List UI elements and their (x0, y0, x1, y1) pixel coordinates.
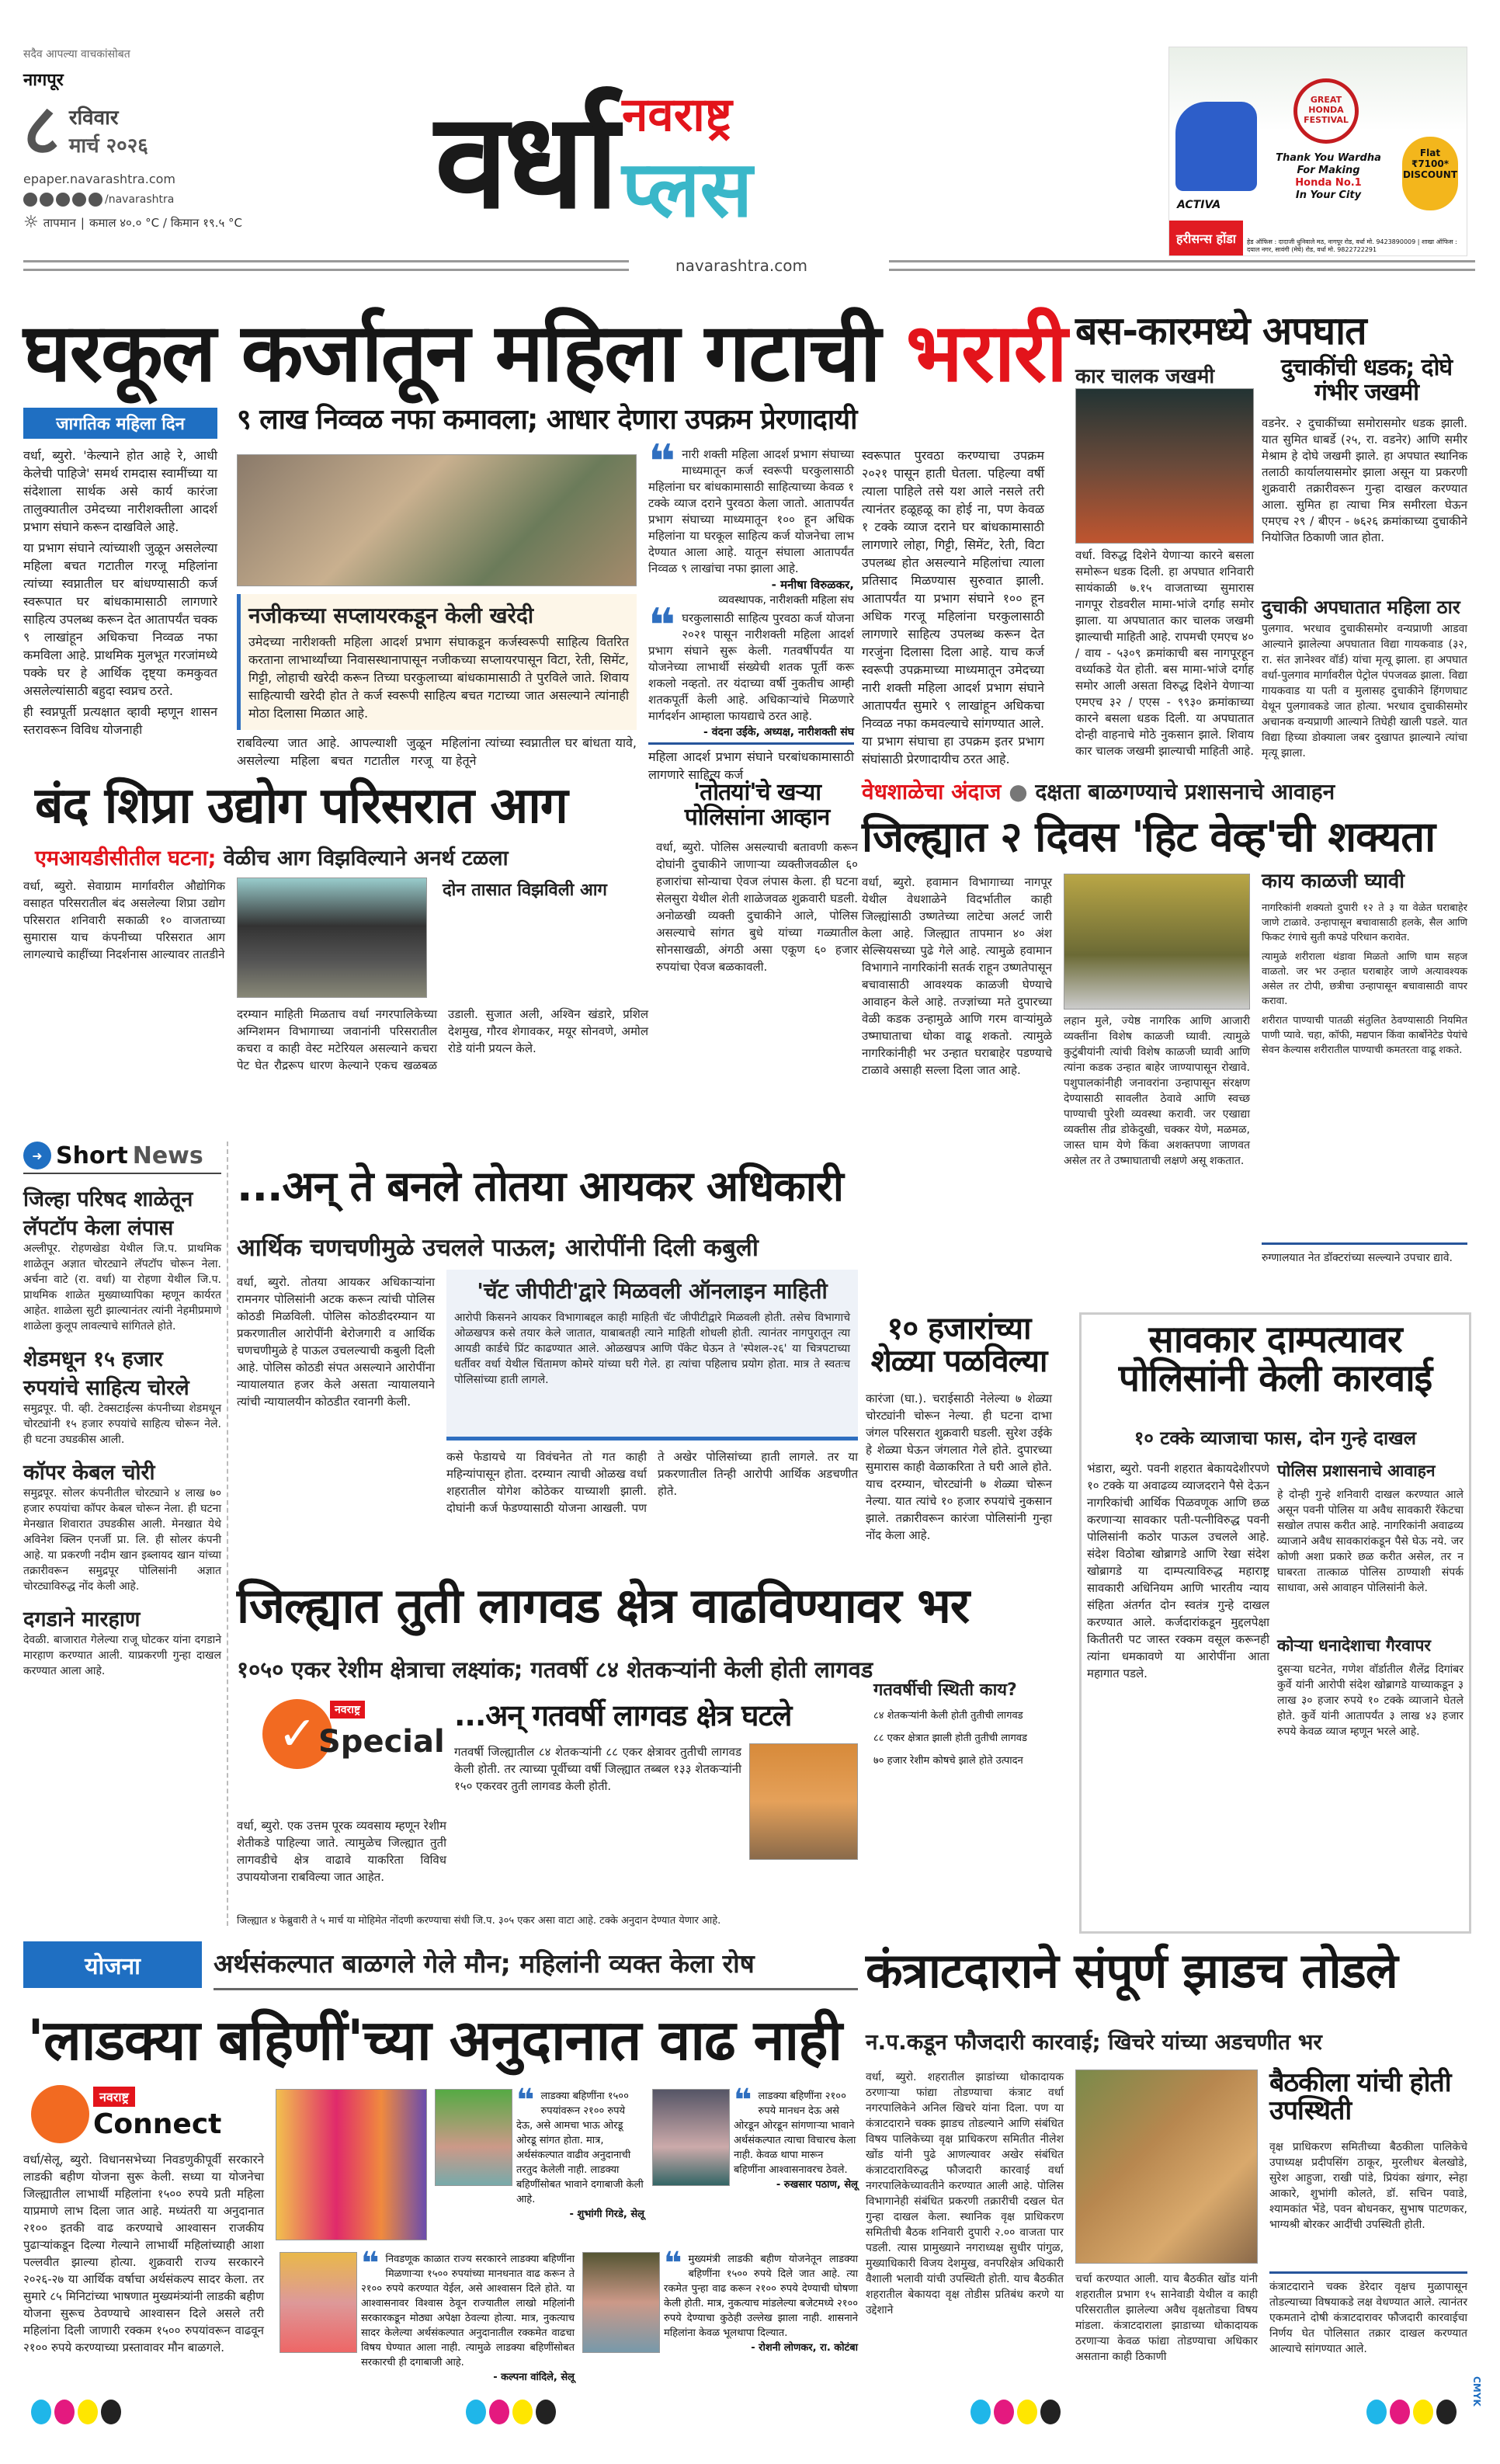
honda-ad[interactable] (1168, 47, 1467, 256)
yojana-label: योजना (23, 1941, 202, 1988)
care-title: काय काळजी घ्यावी (1262, 870, 1405, 893)
taxman-subhead: आर्थिक चणचणीमुळे उचलले पाऊल; आरोपींनी दिली कबुली (237, 1234, 759, 1262)
bullet-dot-icon: ● (1009, 779, 1028, 805)
cmyk-marks (970, 2400, 1064, 2428)
taxman-text2: कसे फेडायचे या विवंचनेत तो गत काही महिन्यांपासून होता. दरम्यान त्याची ओळख वर्धा शहरातील योगेश कोठेकर याच्याशी झाली. दोघांनी कर्ज फेडण्यासाठी योजना आखली. पण ते अखेर पोलिसांच्या हाती लागले. तर या प्रकरणातील तिन्ही आरोपी आर्थिक अडचणीत होते. (446, 1450, 858, 1515)
lead-headline (23, 305, 1066, 400)
short-news-text: समुद्रपूर. सोलर कंपनीतील चोरट्याने ४ लाख ७० हजार रुपयांचा कॉपर केबल चोरून नेला. ही घटना मेनखात शिवारात उघडकीस आली. मेनखात येथे अविनेश क्लिन एनर्जी प्रा. लि. ही सोलर कंपनी आहे. या प्रकरणी नदीम खान इब्लायद खान यांच्या तक्रारीवरून समुद्रपूर पोलिसांनी अज्ञात चोरट्याविरुद्ध नोंद केली आहे. (23, 1487, 221, 1593)
cheque-misuse-text: दुसऱ्या घटनेत, गणेश वॉर्डातील शैलेंद्र दिगांबर कुर्वे यांनी आरोपी संदेश खोब्रागडे याच्याकडून ३ लाख ३० हजार रुपये १० टक्के व्याजाने घेतले होते. कुर्वे यांनी आतापर्यंत ३ लाख ४३ हजार रुपये केवळ व्याज म्हणून भरले आहे. (1277, 1663, 1464, 1738)
paragraph: ही स्वप्नपूर्ती प्रत्यक्षात व्हावी म्हणून शासन स्तरावरून विविध योजनाही (23, 704, 217, 737)
masthead-rule-right (889, 260, 1475, 271)
heat-text: वर्धा, ब्युरो. हवामान विभागाच्या नागपूर येथील वेधशाळेने विदर्भातील काही जिल्ह्यांसाठी उष्णतेच्या लाटेचा अलर्ट जारी केला आहे. जिल्ह्यात तापमान ४० अंश सेल्सियसच्या पुढे गेले आहे. त्यामुळे हवामान विभागाने नागरिकांनी सतर्क राहून उष्णतेपासून बचावासाठी आवश्यक काळजी घेण्याचे आवाहन केले आहे. तज्ज्ञांच्या मते दुपारच्या वेळी कडक उन्हामुळे आणि गरम वाऱ्यांमुळे उष्माघाताचा धोका वाढू शकतो. त्यामुळे नागरिकांनीही भर उन्हात घराबाहेर पडण्याचे टाळावे असाही सल्ला दिला जात आहे. (862, 875, 1052, 1077)
care-list (1262, 901, 1467, 1058)
fire-smoke-photo (237, 878, 427, 998)
quote-icon: ❝ (648, 599, 676, 653)
police-appeal-head: पोलिस प्रशासनाचे आवाहन (1277, 1461, 1436, 1480)
quote-icon: ❝ (648, 435, 676, 489)
month-year: मार्च २०२६ (68, 134, 148, 158)
house-construction-photo (237, 454, 637, 586)
short-news-text: समुद्रपूर. पी. व्ही. टेक्सटाईल्स कंपनीच्या शेडमधून चोरट्यांनी १५ हजार रुपयांचे साहित्य चोरून नेले. ही घटना उघडकीस आली. (23, 1402, 221, 1446)
arrow-icon: ➜ (23, 1142, 51, 1169)
fire-col2: दरम्यान माहिती मिळताच वर्धा नगरपालिकेच्या अग्निशमन विभागाच्या जवानांनी परिसरातील कचरा व काही वेस्ट मटेरियल असल्याने कचरा पेट घेत रौद्ररूप धारण केल्याने एकच खळबळ उडाली. सुजात अली, अश्विन खंडारे, प्रशिल देशमुख, गौरव शेगावकर, मयूर सोनवणे, अमोल रोडे यांनी प्रयत्न केले. (237, 1007, 648, 1072)
quote-icon: ❝ (664, 2246, 682, 2282)
checkmark-icon: ✓ (262, 1699, 332, 1769)
mulberry-subhead2: ...अन् गतवर्षी लागवड क्षेत्र घटले (454, 1698, 792, 1732)
bike-collision-text: वडनेर. २ दुचाकींच्या समोरासमोर धडक झाली. यात सुमित धाबर्डे (२५, रा. वडनेर) आणि समीर मेश्राम हे दोघे जखमी झाले. हा अपघात स्थानिक तलाठी कार्यालयासमोर झाला असून या प्रकरणी शुक्रवारी तक्रारीवरून गुन्हा दाखल करण्यात आला. सुमित हा त्याचा मित्र समीरला घेऊन एमएच २९ / बीएन - ७६२६ क्रमांकाच्या दुचाकीने नियोजित ठिकाणी जात होता. (1262, 416, 1467, 544)
weather-icon: ☼ (23, 213, 39, 232)
epaper-link[interactable]: epaper.navarashtra.com (23, 172, 175, 186)
women-illustration (276, 2089, 427, 2240)
quote-author: - शुभांगी गिरडे, सेलू (569, 2209, 644, 2220)
quote-icon: ❝ (516, 2083, 535, 2118)
tree-text: वर्धा, ब्युरो. शहरातील झाडांच्या धोकादायक ठरणाऱ्या फांद्या तोडण्याचा कंत्राट वर्धा नगरपालिकेने अनिल खिचरे यांना दिला. पण या कंत्राटदाराने चक्क झाडच तोडल्याने आणि संबंधित विषय पालिकेच्या वृक्ष प्राधिकरण समितीत नीलेश खोंड यांनी पुढे आणल्यावर अखेर संबंधित कंत्राटदाराविरुद्ध फौजदारी कारवाई वर्धा नगरपालिकेच्यावतीने करण्यात आली आहे. पोलिस विभागानेही संबंधित प्रकरणी तक्रारीची दखल घेत गुन्हा दाखल केला. स्थानिक वृक्ष प्राधिकरण समितीची बैठक शनिवारी दुपारी २.०० वाजता पार पडली. त्यास प्रामुख्याने नगराध्यक्ष सुधीर पांगुळ, मुख्याधिकारी विजय देशमुख, वनपरिक्षेत्र अधिकारी वैशाली भलावी यांची उपस्थिती होती. याच बैठकीत शहरातील बेकायदा वृक्ष तोडीस प्रतिबंध करणे या उद्देशाने (866, 2071, 1064, 2316)
short-news-item (23, 1343, 221, 1447)
instagram-icon[interactable] (40, 193, 54, 207)
ad-model: ACTIVA (1177, 199, 1221, 211)
supplier-box (237, 594, 637, 730)
social-handle: /navarashtra (105, 193, 175, 206)
quote-text: नारी शक्ती महिला आदर्श प्रभाग संघाच्या माध्यमातून कर्ज स्वरूपी घरकुलासाठी महिलांना घर बांधकामासाठी साहित्याच्या केवळ १ टक्के व्याज दराने पुरवठा केला जातो. आतापर्यंत प्रभाग संघाच्या माध्यमातून १०० हून अधिक महिलांना या घरकूल साहित्य कर्ज योजनेचा लाभ देण्यात आला आहे. यातून संघाला आतापर्यंत निव्वळ ९ लाखांचा नफा झाला आहे. (648, 447, 854, 575)
supplier-box-title: नजीकच्या सप्लायरकडून केली खरेदी (248, 603, 534, 628)
bus-accident-headline: बस-कारमध्ये अपघात (1075, 308, 1366, 353)
paragraph: वर्धा, ब्युरो. 'केल्याने होत आहे रे, आधी केलेची पाहिजे' समर्थ रामदास स्वामींच्या या संदेशाला सार्थक असे कार्य कारंजा तालुक्यातील उमेदच्या नारीशक्तीला आदर्श प्रभाग संघाने करून दाखविले आहे. (23, 448, 217, 534)
ad-line4: In Your City (1295, 189, 1362, 201)
portrait-photo (435, 2089, 512, 2186)
paragraph: महिला आदर्श प्रभाग संघाने घरबांधकामासाठी लागणारे साहित्य कर्ज (648, 749, 854, 782)
short-news-headline: शेडमधून १५ हजार रुपयांचे साहित्य चोरले (23, 1347, 189, 1400)
website[interactable]: navarashtra.com (675, 256, 807, 275)
cheque-misuse-head: कोऱ्या धनादेशाचा गैरवापर (1277, 1636, 1431, 1655)
paragraph: या प्रभाग संघाने त्यांच्याशी जुळून असलेल्या महिला बचत गटातील गरजू महिलांना त्यांच्या स्वप्नातील घर बांधण्यासाठी कर्ज स्वरूपात घर बांधकामासाठी लागणारे साहित्य उपलब्ध करून देत आतापर्यंत चक्क ९ लाखांहून अधिकचा निव्वळ नफा कमविला आहे. प्राथमिक मुलभूत गरजांमध्ये पक्के घर हे आर्थिक दृष्ट्या कमकुवत असलेल्यांसाठी बहुदा स्वप्नच ठरते. (23, 540, 218, 698)
quote-icon: ❝ (361, 2246, 380, 2282)
city: नागपूर (23, 71, 64, 90)
short-news-title-b: News (132, 1142, 203, 1169)
cmyk-label: CMYK (1471, 2376, 1482, 2407)
lead-col1 (23, 447, 217, 742)
attendance-text: वृक्ष प्राधिकरण समितीच्या बैठकीला पालिकेचे उपाध्यक्ष प्रदीपसिंग ठाकूर, मुरलीधर बेलखोडे, सुरेश आहुजा, राखी पांडे, प्रियंका खंगार, स्नेहा आकारे, शुभांगी कोलते, डॉ. सचिन पवाडे, श्यामकांत भेंडे, पवन बोधनकर, सुभाष पाटणकर, भाग्यश्री बोरकर आदींची उपस्थिती होती. (1269, 2141, 1467, 2231)
quote-role: व्यवस्थापक, नारीशक्ती महिला संघ (718, 594, 854, 606)
quote-author: - कल्पना वांदिले, सेलू (493, 2372, 575, 2383)
quote-block (734, 2083, 858, 2192)
lead-quotes (648, 435, 854, 784)
logo-wardha: वर्धा (435, 84, 615, 238)
taxman-text: वर्धा, ब्युरो. तोतया आयकर अधिकाऱ्यांना रामनगर पोलिसांनी अटक करून त्यांची पोलिस कोठडी मिळविली. पोलिस कोठडीदरम्यान या प्रकरणातील आरोपींनी बेरोजगारी व आर्थिक चणचणीमुळे हे पाऊल उचलल्याची कबुली दिली आहे. पोलिस कोठडी संपत असल्याने आरोपींना न्यायालयात हजर केले असता न्यायालयाने त्यांची न्यायालयीन कोठडीत रवानगी केली. (237, 1275, 435, 1409)
ladki-text: वर्धा/सेलू, ब्युरो. विधानसभेच्या निवडणुकीपूर्वी सरकारने लाडकी बहीण योजना सुरू केली. सध्या या योजनेचा जिल्ह्यातील लाभार्थी महिलांना १५०० रुपये प्रती महिला याप्रमाणे लाभ दिला जात आहे. मध्यंतरी या अनुदानात २१०० इतकी वाढ करण्याचे आश्वासन राजकीय पुढाऱ्यांकडून दिल्या गेल्याने लाभार्थी महिलांच्याही आशा पल्लवीत झाल्या होत्या. शुक्रवारी राज्य सरकारने २०२६-२७ या आर्थिक वर्षाचा अर्थसंकल्प सादर केला. तर सुमारे ८५ मिनिटांच्या भाषणात मुख्यमंत्र्यांनी लाडकी बहीण योजना सुरूच ठेवण्याचे आश्वासन दिले असले तरी महिलांना दिली जाणारी रक्कम १५०० रुपयांवरून वाढवून २१०० रुपये करण्याच्या प्रस्तावावर मौन बाळगले. (23, 2153, 264, 2355)
masthead-rule-left (23, 260, 629, 271)
temperature: कमाल ४०.० °C / किमान १९.५ °C (89, 215, 243, 230)
portrait-photo (582, 2252, 660, 2353)
quote-icon: ❝ (734, 2083, 752, 2118)
care-end: रुग्णालयात नेत डॉक्टरांच्या सल्ल्याने उपचार द्यावे. (1262, 1252, 1453, 1264)
fire-subhead-highlight: एमआयडीसीतील घटना; (35, 846, 217, 871)
connect-logo-icon (31, 2085, 89, 2143)
lender-subhead: १० टक्के व्याजाचा फास, दोन गुन्हे दाखल (1134, 1427, 1417, 1449)
felled-tree-photo (1075, 2070, 1258, 2264)
weekday: रविवार (68, 106, 119, 130)
tree-headline: कंत्राटदाराने संपूर्ण झाडच तोडले (866, 1942, 1398, 1999)
short-news-headline: कॉपर केबल चोरी (23, 1461, 155, 1485)
mulberry-footer: जिल्ह्यात ४ फेब्रुवारी ते ५ मार्च या मोहिमेत नोंदणी करण्याचा संधी जि.प. ३०५ एकर असा वाटा आहे. टक्के अनुदान देण्यात येणार आहे. (237, 1915, 721, 1927)
portrait-photo (280, 2252, 357, 2353)
tree-subhead: न.प.कडून फौजदारी कारवाई; खिचरे यांच्या अडचणीत भर (866, 2029, 1322, 2055)
heat-kicker-text: दक्षता बाळगण्याचे प्रशासनाचे आवाहन (1035, 779, 1335, 805)
short-news-headline: जिल्हा परिषद शाळेतून लॅपटॉप केला लंपास (23, 1187, 193, 1240)
date-day: ८ (23, 89, 60, 171)
quote-block (516, 2083, 644, 2222)
temperature-label: तापमान (43, 215, 76, 230)
short-news-headline: दगडाने मारहाण (23, 1607, 141, 1632)
ad-offer: Flat ₹7100* DISCOUNT (1402, 137, 1458, 210)
fake-police-text: वर्धा, ब्युरो. पोलिस असल्याची बतावणी करून दोघांनी दुचाकीने जाणाऱ्या व्यक्तीजवळील ६० हजारांचा सोन्याचा ऐवज लंपास केला. ही घटना सेलसुरा येथील शेती शाळेजवळ शुक्रवारी घडली. अनोळखी व्यक्ती दुचाकीने आले, पोलिस असल्याचे सांगत बुधे यांच्या गळ्यातील सोनसाखळी, अंगठी असा एकूण ६० हजार रुपयांचा ऐवज बळकावली. (656, 840, 858, 974)
world-womens-day-label: जागतिक महिला दिन (23, 408, 217, 439)
tagline: सदैव आपल्या वाचकांसोबत (23, 48, 130, 61)
ladki-headline: 'लाडक्या बहिणीं'च्या अनुदानात वाढ नाही (27, 2007, 842, 2073)
care-item: त्यामुळे शरीराला थंडावा मिळतो आणि घाम सहज वाळतो. जर भर उन्हात घराबाहेर जाणे अत्यावश्यक असेल तर टोपी, छत्रीचा उन्हापासून बचावासाठी वापर करावा. (1262, 951, 1467, 1007)
lead-subhead: ९ लाख निव्वळ नफा कमावला; आधार देणारा उपक्रम प्रेरणादायी (237, 404, 857, 436)
short-news-title: Short (56, 1142, 128, 1169)
threads-icon[interactable] (89, 193, 102, 207)
ad-line3: Honda No.1 (1295, 177, 1362, 189)
ad-address: हेड ऑफिस : दादाजी धुनिवाले मठ, नागपूर रोड, वर्धा मो. 9423890009 | शाखा ऑफिस : दयाल नगर, सावंगी (मेघे) रोड, वर्धा मो. 9822722291 (1247, 238, 1457, 253)
ad-badge: GREAT HONDA FESTIVAL (1293, 78, 1359, 144)
logo-navarashtra: नवराष्ट्र (622, 87, 732, 142)
lead-col2: राबविल्या जात आहे. आपल्याशी जुळून असलेल्या महिला बचत गटातील गरजू महिलांना त्यांच्या स्वप्नातील घर बांधता यावे, या हेतूने (237, 735, 637, 768)
quote-author: - रुखसार पठाण, सेलू (776, 2179, 858, 2191)
lender-headline: सावकार दाम्पत्यावर पोलिसांनी केली कारवाई (1118, 1318, 1432, 1401)
attendance-head: बैठकीला यांची होती उपस्थिती (1269, 2067, 1451, 2126)
fire-sidehead: दोन तासात विझविली आग (443, 881, 607, 900)
fire-headline: बंद शिप्रा उद्योग परिसरात आग (35, 777, 568, 835)
quote-text: मुख्यमंत्री लाडकी बहीण योजनेतून लाडक्या बहिणींना १५०० रुपये दिले जात आहे. त्या रकमेत पुन्हा वाढ करून २१०० रुपये देण्याची घोषणा केली होती. मात्र, नुकत्याच मांडलेल्या बजेटमध्ये २१०० रुपये देण्याचा कुठेही उल्लेख झाला नाही. शासनाने महिलांना केवळ भूलथापा दिल्यात. (664, 2254, 858, 2339)
ad-dealer: हरीसन्स होंडा (1169, 221, 1243, 255)
tree-text3: कंत्राटदाराने चक्क डेरेदार वृक्षच मुळापासून तोडल्याच्या विषयाकडे लक्ष वेधण्यात आले. त्यानंतर एकमताने दोषी कंत्राटदारावर फौजदारी कारवाईचा निर्णय घेत पोलिसात तक्रार दाखल करण्यात आल्याचे सांगण्यात आले. (1269, 2281, 1467, 2355)
lead-col4: स्वरूपात पुरवठा करण्याचा उपक्रम २०२१ पासून हाती घेतला. पहिल्या वर्षी त्याला पाहिले तसे यश आले नसले तरी त्यानंतर हळूहळू का होई ना, पण केवळ १ टक्के व्याज दराने घर बांधकामासाठी लागणारे लोहा, गिट्टी, सिमेंट, रेती, विटा उपलब्ध होत असल्याने महिलांचा त्याला प्रतिसाद मिळण्यास सुरुवात झाली. आतापर्यंत या प्रभाग संघाने १०० हून अधिक गरजू महिलांना घरकुलासाठी लागणारे साहित्य उपलब्ध करून देत गरजुंना दिलासा दिला आहे. याच कर्ज स्वरूपी उपक्रमाच्या माध्यमातून उमेदच्या नारी शक्ती महिला आदर्श प्रभाग संघाने आतापर्यंत सुमारे ९ लाखांहून अधिकचा निव्वळ नफा कमवल्याचे सांगण्यात आले. या प्रभाग संघाचा हा उपक्रम इतर प्रभाग संघांसाठी प्रेरणादायीच ठरत आहे. (862, 448, 1044, 766)
quote-block (664, 2246, 858, 2355)
fire-subhead-rest: वेळीच आग विझविल्याने अनर्थ टळला (216, 846, 509, 871)
taxman-headline: ...अन् ते बनले तोतया आयकर अधिकारी (237, 1162, 843, 1211)
woman-killed-text: पुलगाव. भरधाव दुचाकीसमोर वन्यप्राणी आडवा आल्याने झालेल्या अपघातात विद्या गायकवाड (३२, रा. संत ज्ञानेश्वर वॉर्ड) यांचा मृत्यू झाला. हा अपघात वर्धा-पुलगाव मार्गावरील पेट्रोल पंपजवळ झाला. विद्या गायकवाड या पती व मुलासह दुचाकीने हिंगणघाट येथून पुलगावकडे जात होत्या. भरधाव दुचाकीसमोर अचानक वन्यप्राणी आल्याने तिघेही खाली पडले. यात विद्या हिच्या डोक्याला जबर दुखापत झाल्याने त्यांचा मृत्यू झाला. (1262, 623, 1467, 759)
fire-subhead (35, 843, 648, 871)
ad-line2: For Making (1297, 165, 1360, 176)
divider (1262, 1242, 1467, 1245)
supplier-box-text: उमेदच्या नारीशक्ती महिला आदर्श प्रभाग संघाकडून कर्जस्वरूपी साहित्य वितरित करताना लाभार्थ्यांच्या निवासस्थानापासून नजीकच्या सप्लायरपासून विटा, रेती, सिमेंट, गिट्टी, लोहाची खरेदी करून तिच्या घरकुलाच्या बांधकामासाठी ते पुरविले जाते. शिवाय साहित्याची खरेदी होत ते कर्ज स्वरूपी साहित्य बचत गटाच्या जात असल्याने त्यांनाही मोठा दिलासा मिळात आहे. (248, 634, 629, 721)
cmyk-marks (1366, 2400, 1460, 2428)
special-logo-text: Special (318, 1724, 445, 1760)
special-logo-top: नवराष्ट्र (330, 1701, 365, 1719)
quote-author: - वंदना उईके, अध्यक्ष, नारीशक्ती संघ (703, 726, 854, 739)
quote-text: घरकुलासाठी साहित्य पुरवठा कर्ज योजना २०२१ पासून नारीशक्ती महिला आदर्श प्रभाग संघाने सुरू केली. गतवर्षीपर्यंत या योजनेच्या लाभार्थी संख्येची शतक पूर्ती करू शकलो नव्हतो. तर यंदाच्या वर्षी नुकतीच आम्ही शतकपूर्ती केली आहे. अधिकाऱ्यांचे मिळणारे मार्गदर्शन आम्हाला फायद्याचे ठरत आहे. (648, 611, 854, 723)
quote-block (361, 2246, 575, 2385)
mulberry-headline: जिल्ह्यात तुती लागवड क्षेत्र वाढविण्यावर भर (237, 1577, 970, 1634)
tree-text-mid: चर्चा करण्यात आली. याच बैठकीत खोंड यांनी शहरातील प्रभाग १५ सानेवाडी येथील व काही परिसरातील झालेल्या अवैध वृक्षतोडचा विषय मांडला. कंत्राटदाराला झाडाच्या धोकादायक ठरणाऱ्या केवळ फांद्या तोडण्याचा अधिकार असताना काही ठिकाणी (1075, 2273, 1258, 2363)
quote-text: लाडक्या बहिणींना १५०० रुपयांवरून २१०० रुपये देऊ, असे आमचा भाऊ ओरडू ओरडू सांगत होता. मात्र, अर्थसंकल्पात वाढीव अनुदानाची तरतुद केलेली नाही. लाडक्या बहिणींसोबत भावाने दगाबाजी केली आहे. (516, 2090, 644, 2205)
mulberry-text2: गतवर्षी जिल्ह्यातील ८४ शेतकऱ्यांनी ८८ एकर क्षेत्रावर तुतीची लागवड केली होती. तर त्याच्या पूर्वीच्या वर्षी जिल्ह्यात तब्बल १३३ शेतकऱ्यांनी १५० एकरवर तुती लागवड केली होती. (454, 1745, 741, 1793)
last-year-status-title: गतवर्षीची स्थिती काय? (873, 1680, 1017, 1700)
connect-logo (31, 2085, 225, 2147)
mulberry-subhead: १०५० एकर रेशीम क्षेत्राचा लक्ष्यांक; गतवर्षी ८४ शेतकऱ्यांनी केली होती लागवड (237, 1656, 873, 1683)
heat-headline: जिल्ह्यात २ दिवस 'हिट वेव्ह'ची शक्यता (862, 812, 1436, 861)
quote-text: लाडक्या बहिणींना २१०० रुपये मानधन देऊ असे ओरडून ओरडून सांगणाऱ्या भावाने अर्थसंकल्पात त्याचा विचारच केला नाही. केवळ थापा मारून बहिणींना आश्वासनावरच ठेवले. (734, 2090, 856, 2176)
heat-photo (1064, 874, 1250, 1010)
connect-logo-text: Connect (93, 2108, 222, 2140)
fire-col1: वर्धा, ब्युरो. सेवाग्राम मार्गावरील औद्योगिक वसाहत परिसरातील बंद असलेल्या शिप्रा उद्योग परिसरात शनिवारी सकाळी १० वाजताच्या सुमारास याच कंपनीच्या परिसरात आग लागल्याचे काहींच्या निदर्शनास आल्यावर तातडीने (23, 879, 225, 961)
bus-photo (1075, 388, 1254, 544)
scooter-image (1175, 102, 1257, 191)
care-item: शरीरात पाण्याची पातळी संतुलित ठेवण्यासाठी नियमित पाणी प्यावे. चहा, कॉफी, मद्यपान किंवा कार्बोनेटेड पेयांचे सेवन केल्यास शरीरातील पाण्याची कमतरता वाढू शकते. (1262, 1015, 1467, 1056)
masthead-left: सदैव आपल्या वाचकांसोबत नागपूर ८ रविवार मार्च २०२६ epaper.navarashtra.com /navarashtra ☼ तापमान | कमाल ४०.० °C / किमान १९.५ °C (23, 47, 272, 232)
column-separator (227, 1142, 228, 1926)
status-item: ७० हजार रेशीम कोषचे झाले होते उत्पादन (873, 1755, 1023, 1767)
heat-kicker-highlight: वेधशाळेचा अंदाज (862, 779, 1002, 805)
goats-text: कारंजा (घा.). चराईसाठी नेलेल्या ७ शेळ्या चोरट्यांनी चोरून नेल्या. ही घटना दाभा जंगल परिसरात शुक्रवारी घडली. सुरेश उईके हे शेळ्या घेऊन जंगलात गेले होते. दुपारच्या सुमारास काही वेळाकरिता ते घरी आले होते. याच दरम्यान, चोरट्यांनी ७ शेळ्या चोरून नेल्या. यात त्यांचे १० हजार रुपयांचे नुकसान झाले. तक्रारीवरून कारंजा पोलिसांनी गुन्हा नोंद केला आहे. (866, 1392, 1052, 1542)
chatgpt-box (446, 1270, 858, 1441)
goats-headline: १० हजारांच्या शेळ्या पळविल्या (870, 1311, 1047, 1379)
youtube-icon[interactable] (72, 193, 86, 207)
short-news-column (23, 1142, 221, 1679)
portrait-photo (652, 2089, 730, 2186)
bus-accident-text: वर्धा. विरुद्ध दिशेने येणाऱ्या कारने बसला समोरून धडक दिली. हा अपघात शनिवारी सायंकाळी ७.१५ वाजताच्या सुमारास नागपूर रोडवरील मामा-भांजे दर्गाह समोर झाला. या अपघातात कार चालक जखमी झाल्याची माहिती आहे. रापमची एमएच ४० / वाय - ५३०९ क्रमांकाची बस नागपूरहून वर्ध्याकडे येत होती. बस मामा-भांजे दर्गाह समोर आली असता विरुद्ध दिशेने येणाऱ्या एमएच ३२ / एएस - ९९३० क्रमांकाच्या कारने बसला धडक दिली. या अपघातात दोन्ही वाहनाचे मोठे नुकसान झाले. शिवाय कार चालक जखमी झाल्याची माहिती आहे. (1075, 548, 1255, 758)
care-item: नागरिकांनी शक्यतो दुपारी १२ ते ३ या वेळेत घराबाहेर जाणे टाळावे. उन्हापासून बचावासाठी हलके, सैल आणि फिकट रंगाचे सुती कपडे परिधान करावेत. (1262, 902, 1467, 944)
divider (648, 742, 854, 745)
short-news-text: देवळी. बाजारात गेलेल्या राजू घोटकर यांना दगडाने मारहाण करण्यात आली. याप्रकरणी गुन्हा दाखल करण्यात आला आहे. (23, 1634, 221, 1677)
logo-plus: प्लस (622, 143, 753, 235)
lead-headline-main: घरकूल कर्जातून महिला गटाची (23, 305, 880, 400)
woman-killed-headline: दुचाकी अपघातात महिला ठार (1262, 596, 1460, 618)
quote-text: निवडणूक काळात राज्य सरकारने लाडक्या बहिणींना मिळणाऱ्या १५०० रुपयांच्या मानधनात वाढ करून ते २१०० रुपये करण्यात येईल, असे आश्वासन दिले होते. या आश्वासनावर विश्वास ठेवून राज्यातील लाखो महिलांनी सरकारकडून मोठ्या अपेक्षा ठेवल्या होत्या. मात्र, नुकत्याच सादर केलेल्या अर्थसंकल्पात अनुदानातील रक्कमेत वाढचा विषय घेण्यात आला नाही. त्यामुळे लाडक्या बहिणींसोबत सरकारची ही दगाबाजी आहे. (361, 2254, 575, 2368)
short-news-text: अल्लीपूर. रोहणखेडा येथील जि.प. प्राथमिक शाळेतून अज्ञात चोरट्याने लॅपटॉप चोरून नेला. अर्चना वाटे (रा. वर्धा) या रोहणा येथील जि.प. प्राथमिक शाळेत मुख्याध्यापिका म्हणून कार्यरत आहेत. शाळेला सुटी झाल्यानंतर त्यांनी नेहमीप्रमाणे शाळेला कुलूप लावल्याचे सांगितले होते. (23, 1242, 221, 1333)
short-news-item (23, 1457, 221, 1594)
fake-police-headline: 'तोतयां'चे खऱ्या पोलिसांना आव्हान (684, 779, 830, 831)
last-year-status-list (873, 1708, 1060, 1768)
short-news-item (23, 1604, 221, 1679)
heat-kicker (862, 777, 1475, 806)
divider (1269, 2271, 1467, 2274)
chatgpt-box-text: आरोपी किसनने आयकर विभागाबद्दल काही माहिती चॅट जीपीटीद्वारे मिळवली होती. तसेच विभागाचे ओळखपत्र कसे तयार केले जातात, याबाबतही त्याने माहिती शोधली होती. त्यानंतर नागपुरातून त्या आयडी कार्डचे प्रिंट काढण्यात आले. ओळखपत्र आणि पॅकेट घेऊन ते 'स्पेशल-२६' या चित्रपटाच्या धर्तीवर वर्धा येथील चिंतामण कोमरे यांच्या घरी गेले. हा त्यांचा पहिलाच प्रयोग होता. मात्र ते स्वतःच पोलिसांच्या हाती लागले. (454, 1312, 850, 1386)
connect-logo-top: नवराष्ट्र (93, 2087, 135, 2107)
heat-text2: लहान मुले, ज्येष्ठ नागरिक आणि आजारी व्यक्तींना विशेष काळजी घ्यावी. त्यामुळे कुटुंबीयांनी त्यांची विशेष काळजी घ्यावी आणि त्यांना कडक उन्हात बाहेर जाण्यापासून रोखावे. पशुपालकांनीही जनावरांना उन्हापासून संरक्षण देण्यासाठी सावलीत ठेवावे आणि स्वच्छ पाण्याची पुरेशी व्यवस्था करावी. जर एखाद्या व्यक्तीस तीव्र डोकेदुखी, चक्कर येणे, मळमळ, जास्त घाम येणे किंवा अशक्तपणा जाणवत असेल तर ते उष्माघाताची लक्षणे असू शकतात. (1064, 1015, 1250, 1167)
police-appeal-text: हे दोन्ही गुन्हे शनिवारी दाखल करण्यात आले असून पवनी पोलिस या अवैध सावकारी रॅकेटचा सखोल तपास करीत आहे. नागरिकांनी अवाढव्य व्याजाने अवैध सावकारांकडून पैसे घेऊ नये. जर कोणी अशा प्रकारे छळ करीत असेल, तर न घाबरता तात्काळ पोलिस ठाण्याशी संपर्क साधावा, असे आवाहन पोलिसांनी केले. (1277, 1489, 1464, 1594)
lender-text: भंडारा, ब्युरो. पवनी शहरात बेकायदेशीरपणे १० टक्के या अवाढव्य व्याजदराने पैसे देऊन नागरिकांची आर्थिक पिळवणूक आणि छळ करणाऱ्या सावकार पती-पत्नीविरुद्ध पवनी पोलिसांनी कठोर पाऊल उचलले आहे. संदेश विठोबा खोब्रागडे आणि रेखा संदेश खोब्रागडे या दाम्पत्याविरुद्ध महाराष्ट्र सावकारी अधिनियम आणि भारतीय न्याय संहिता अंतर्गत दोन स्वतंत्र गुन्हे दाखल करण्यात आले. कर्जदारांकडून मुद्दलपेक्षा कितीतरी पट जास्त रक्कम वसूल करूनही त्यांना धमकावणे या आरोपींना आता महागात पडले. (1087, 1461, 1269, 1680)
facebook-icon[interactable] (23, 193, 37, 207)
quote-author: - रोशनी लोणकर, रा. कोटंबा (751, 2342, 858, 2354)
status-item: ८४ शेतकऱ्यांनी केली होती तुतीची लागवड (873, 1710, 1023, 1722)
chatgpt-box-title: 'चॅट जीपीटी'द्वारे मिळवली ऑनलाइन माहिती (477, 1278, 828, 1304)
mulberry-text: वर्धा, ब्युरो. एक उत्तम पूरक व्यवसाय म्हणून रेशीम शेतीकडे पाहिल्या जाते. त्यामुळेच जिल्ह्यात तुती लागवडीचे क्षेत्र वाढावे याकरिता विविध उपाययोजना राबविल्या जात आहेत. (237, 1819, 446, 1884)
lead-headline-highlight: भरारी (905, 305, 1066, 400)
logo (435, 74, 1071, 248)
quote-author: - मनीषा विरुळकर, (771, 578, 854, 592)
bus-accident-subhead: कार चालक जखमी (1075, 365, 1215, 388)
ladki-kicker: अर्थसंकल्पात बाळगले गेले मौन; महिलांनी व्यक्त केला रोष (214, 1945, 858, 1990)
bike-collision-headline: दुचाकींची धडक; दोघे गंभीर जखमी (1280, 354, 1453, 406)
status-item: ८८ एकर क्षेत्रात झाली होती तुतीची लागवड (873, 1732, 1027, 1744)
cmyk-marks (31, 2400, 124, 2428)
ad-line1: Thank You Wardha (1276, 152, 1381, 164)
short-news-item (23, 1183, 221, 1334)
silk-farm-photo (749, 1743, 858, 1860)
x-icon[interactable] (56, 193, 70, 207)
special-logo (256, 1693, 445, 1809)
cmyk-marks (466, 2400, 559, 2428)
